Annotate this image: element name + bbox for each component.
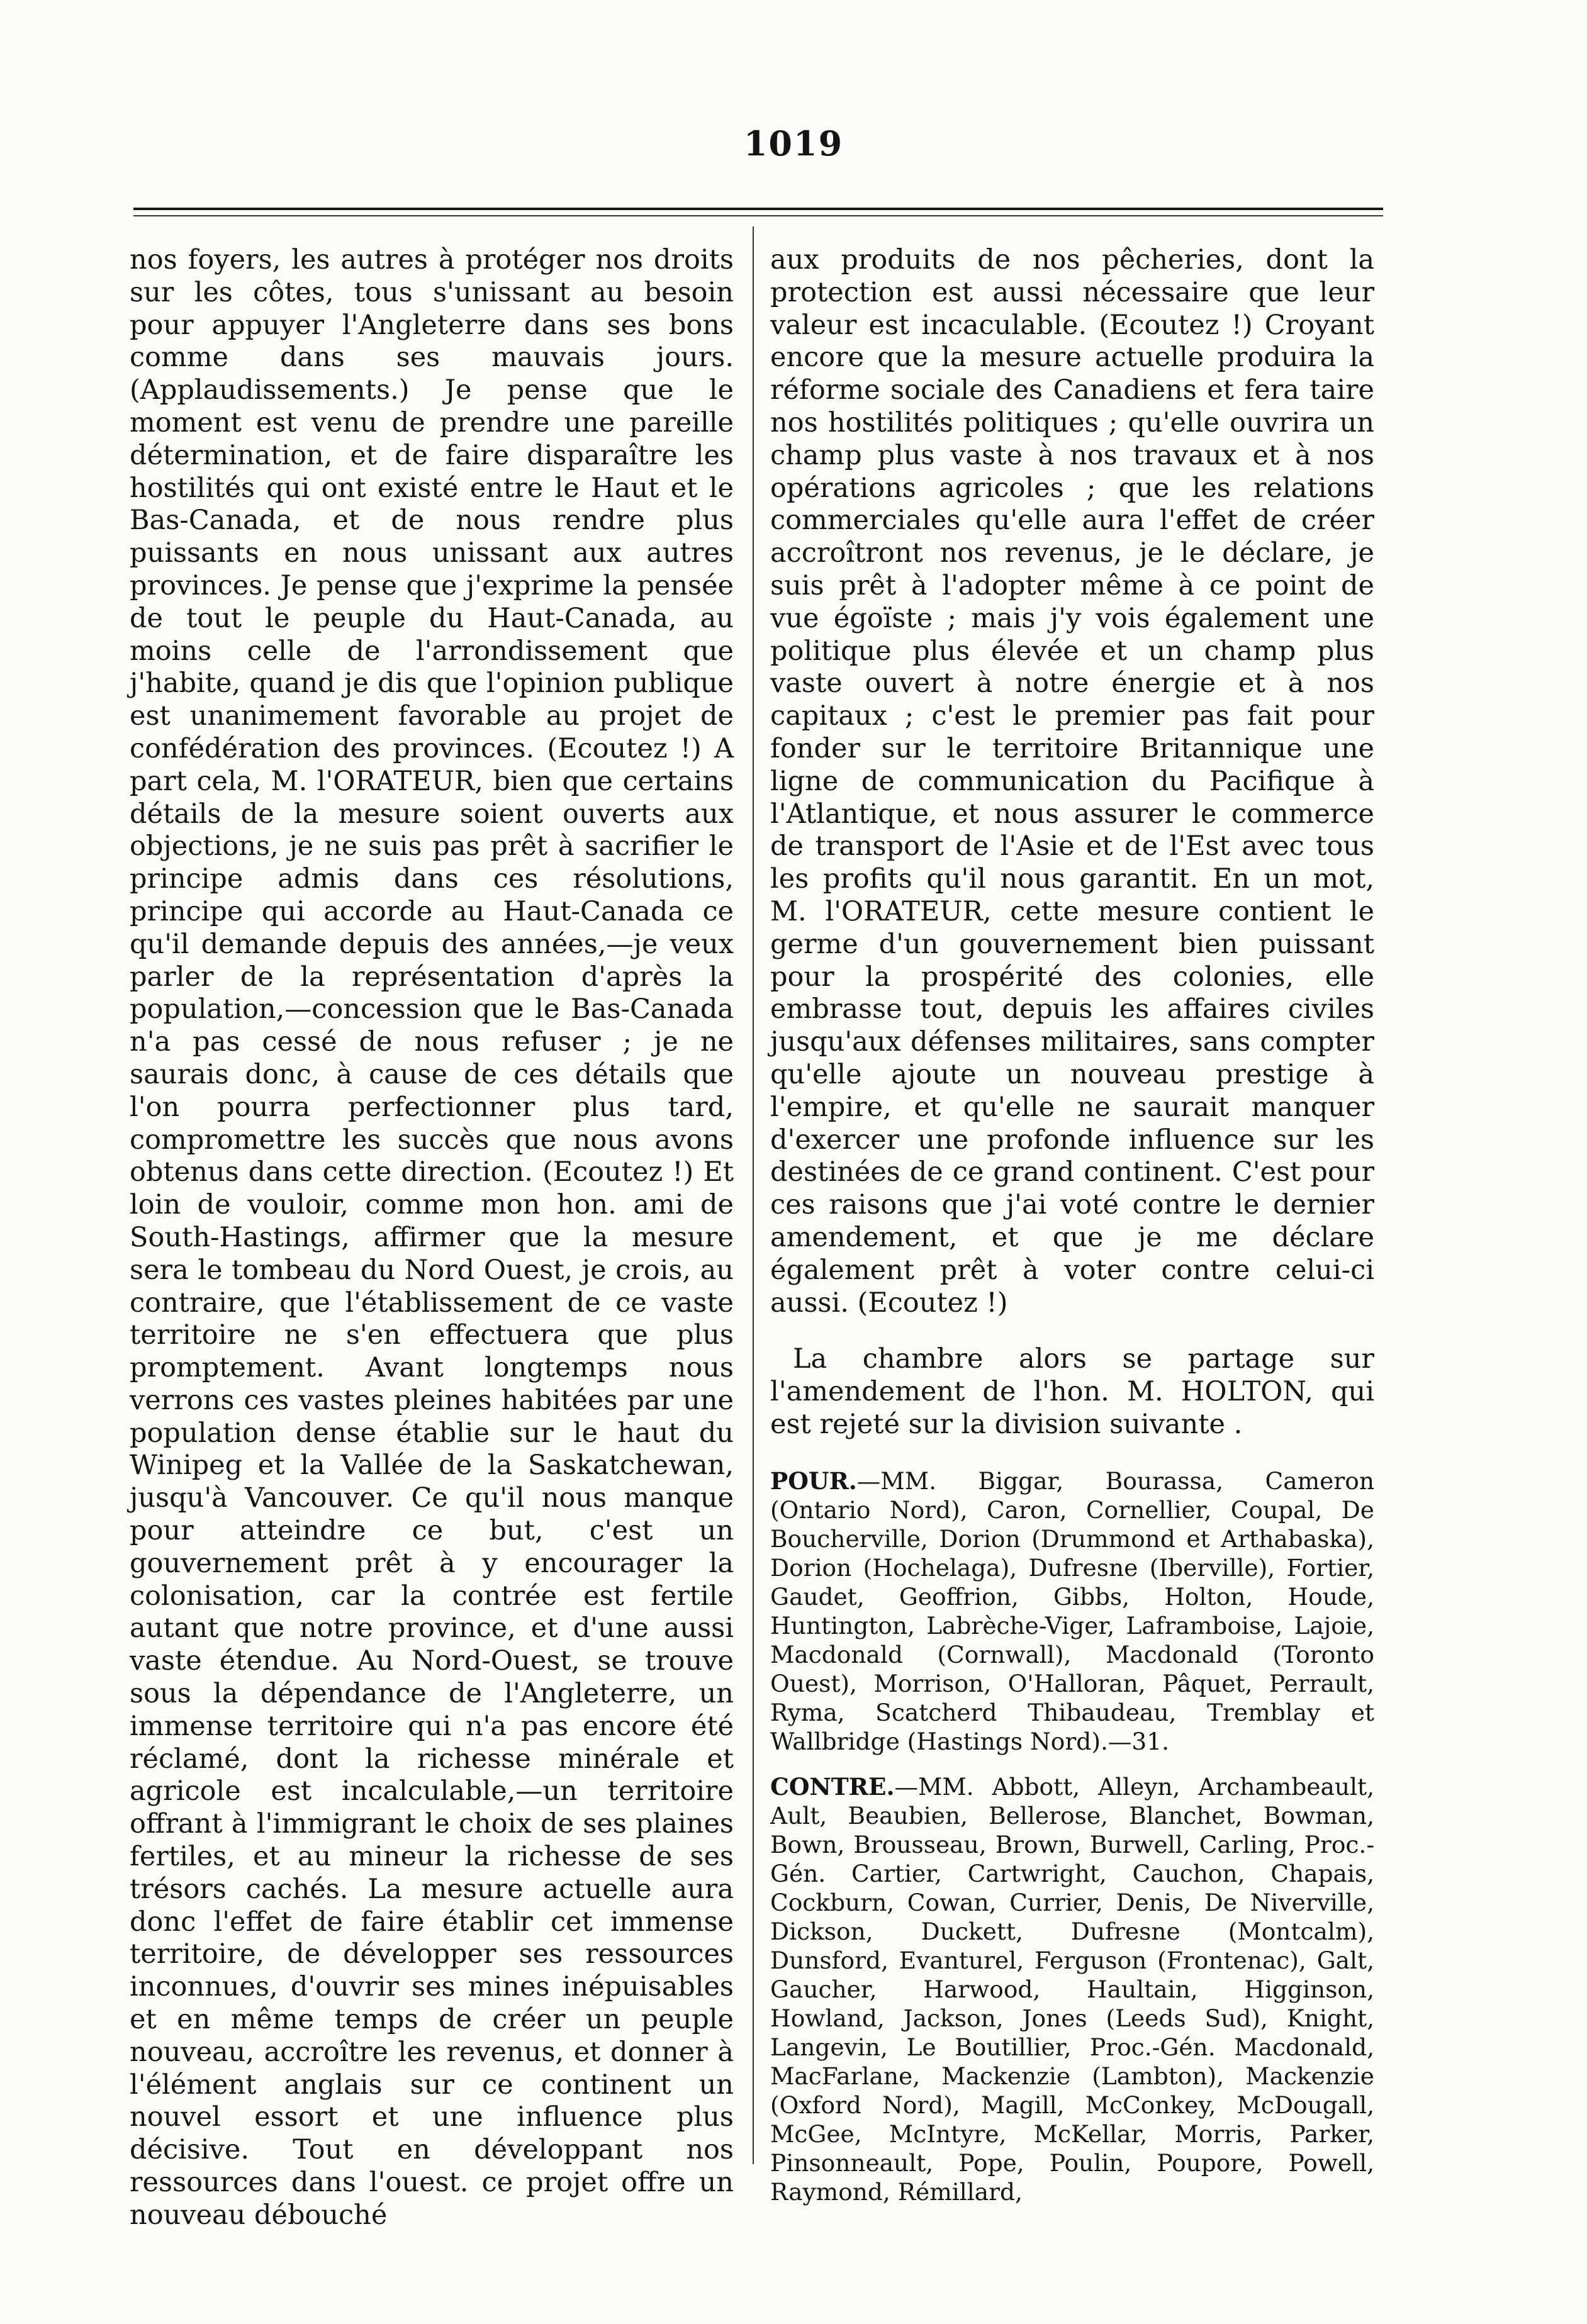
left-column — [130, 244, 734, 2232]
column-divider — [753, 226, 754, 2164]
header-rule-secondary — [133, 215, 1383, 216]
vote-contre-list — [770, 1772, 1374, 2206]
vote-contre-label: CONTRE. — [770, 1772, 895, 1801]
left-column-text: nos foyers, les autres à protéger nos droits sur les côtes, tous s'unissant au besoin pour appuyer l'Angleterre dans ses bons comme dans ses mauvais jours. (Applaudissements.) Je pense que le moment est venu de prendre une pareille détermination, et de faire disparaître les hostilités qui ont existé entre le Haut et le Bas-Canada, et de nous rendre plus puissants en nous unissant aux autres provinces. Je pense que j'exprime la pensée de tout le peuple du Haut-Canada, au moins celle de l'arrondissement que j'habite, quand je dis que l'opinion publique est unanimement favorable au projet de confédération des provinces. (Ecoutez !) A part cela, M. l'ORATEUR, bien que certains détails de la mesure soient ouverts aux objections, je ne suis pas prêt à sacrifier le principe admis dans ces résolutions, principe qui accorde au Haut-Canada ce qu'il demande depuis des années,—je veux parler de la représentation d'après la population,—concession que le Bas-Canada n'a pas cessé de nous refuser ; je ne saurais donc, à cause de ces détails que l'on pourra perfectionner plus tard, compromettre les succès que nous avons obtenus dans cette direction. (Ecoutez !) Et loin de vouloir, comme mon hon. ami de South-Hastings, affirmer que la mesure sera le tombeau du Nord Ouest, je crois, au contraire, que l'établissement de ce vaste territoire ne s'en effectuera que plus promptement. Avant longtemps nous verrons ces vastes pleines habitées par une population dense établie sur le haut du Winipeg et la Vallée de la Saskatchewan, jusqu'à Vancouver. Ce qu'il nous manque pour atteindre ce but, c'est un gouvernement prêt à y encourager la colonisation, car la contrée est fertile autant que notre province, et d'une aussi vaste étendue. Au Nord-Ouest, se trouve sous la dépendance de l'Angleterre, un immense territoire qui n'a pas encore été réclamé, dont la richesse minérale et agricole est incalculable,—un territoire offrant à l'immigrant le choix de ses plaines fertiles, et au mineur la richesse de ses trésors cachés. La mesure actuelle aura donc l'effet de faire établir cet immense territoire, de développer ses ressources inconnues, d'ouvrir ses mines inépuisables et en même temps de créer un peuple nouveau, accroître les revenus, et donner à l'élément anglais sur ce continent un nouvel essort et une influence plus décisive. Tout en développant nos ressources dans l'ouest. ce projet offre un nouveau débouché — [130, 244, 734, 2231]
vote-pour-list — [770, 1466, 1374, 1756]
division-announcement-paragraph: La chambre alors se partage sur l'amendement de l'hon. M. HOLTON, qui est rejeté sur la division suivante . — [770, 1343, 1374, 1440]
header-rule — [133, 208, 1383, 210]
vote-contre-names: —MM. Abbott, Alleyn, Archambeault, Ault, Beaubien, Bellerose, Blanchet, Bowman, Bown, Brousseau, Brown, Burwell, Carling, Proc.-Gén. Cartier, Cartwright, Cauchon, Chapais, Cockburn, Cowan, Currier, Denis, De Niverville, Dickson, Duckett, Dufresne (Montcalm), Dunsford, Evanturel, Ferguson (Frontenac), Galt, Gaucher, Harwood, Haultain, Higginson, Howland, Jackson, Jones (Leeds Sud), Knight, Langevin, Le Boutillier, Proc.-Gén. Macdonald, MacFarlane, Mackenzie (Lambton), Mackenzie (Oxford Nord), Magill, McConkey, McDougall, McGee, McIntyre, McKellar, Morris, Parker, Pinsonneault, Pope, Poulin, Poupore, Powell, Raymond, Rémillard, — [770, 1772, 1374, 2206]
speech-conclusion-paragraph: aux produits de nos pêcheries, dont la protection est aussi nécessaire que leur valeur est incaculable. (Ecoutez !) Croyant encore que la mesure actuelle produira la réforme sociale des Canadiens et fera taire nos hostilités politiques ; qu'elle ouvrira un champ plus vaste à nos travaux et à nos opérations agricoles ; que les relations commerciales qu'elle aura l'effet de créer accroîtront nos revenus, je le déclare, je suis prêt à l'adopter même à ce point de vue égoïste ; mais j'y vois également une politique plus élevée et un champ plus vaste ouvert à notre énergie et à nos capitaux ; c'est le premier pas fait pour fonder sur le territoire Britannique une ligne de communication du Pacifique à l'Atlantique, et nous assurer le commerce de transport de l'Asie et de l'Est avec tous les profits qu'il nous garantit. En un mot, M. l'ORATEUR, cette mesure contient le germe d'un gouvernement bien puissant pour la prospérité des colonies, elle embrasse tout, depuis les affaires civiles jusqu'aux défenses militaires, sans compter qu'elle ajoute un nouveau prestige à l'empire, et qu'elle ne saurait manquer d'exercer une profonde influence sur les destinées de ce grand continent. C'est pour ces raisons que j'ai voté contre le dernier amendement, et que je me déclare également prêt à voter contre celui-ci aussi. (Ecoutez !) — [770, 244, 1374, 1319]
vote-pour-label: POUR. — [770, 1466, 857, 1495]
right-column — [770, 244, 1374, 2206]
page-number: 1019 — [743, 123, 844, 164]
vote-pour-names: —MM. Biggar, Bourassa, Cameron (Ontario Nord), Caron, Cornellier, Coupal, De Boucherville, Dorion (Drummond et Arthabaska), Dorion (Hochelaga), Dufresne (Iberville), Fortier, Gaudet, Geoffrion, Gibbs, Holton, Houde, Huntington, Labrèche-Viger, Laframboise, Lajoie, Macdonald (Cornwall), Macdonald (Toronto Ouest), Morrison, O'Halloran, Pâquet, Perrault, Ryma, Scatcherd Thibaudeau, Tremblay et Wallbridge (Hastings Nord).—31. — [770, 1466, 1374, 1755]
